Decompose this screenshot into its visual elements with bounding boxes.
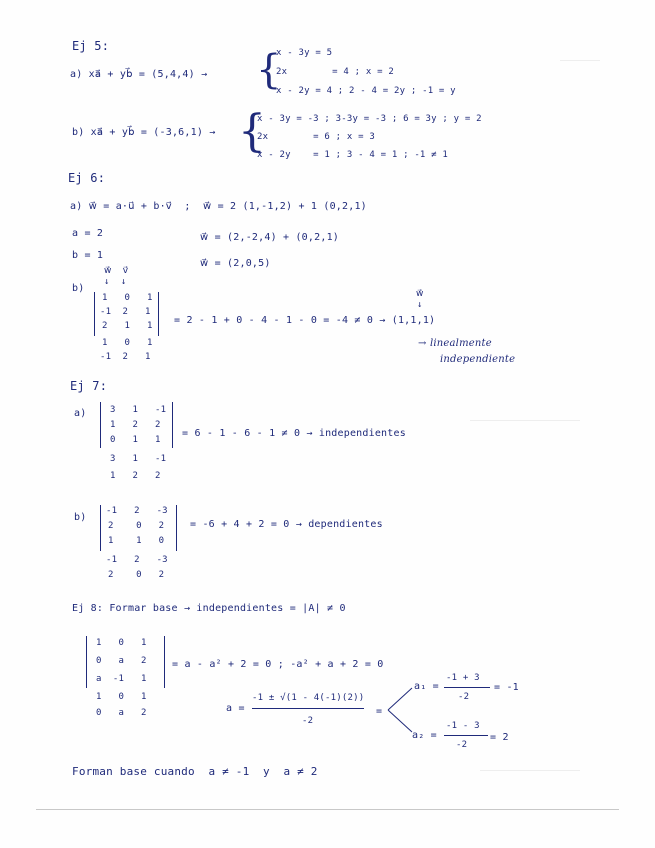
ej6-title: Ej 6: [68, 171, 106, 185]
ej8-quad-fraction-bar [252, 708, 364, 709]
ej8-det-ext1: 1 0 1 [96, 692, 147, 702]
ej6-det-ext2: -1 2 1 [100, 352, 151, 362]
ej5-title: Ej 5: [72, 39, 110, 53]
ej7-a-bar-right [172, 402, 173, 448]
ej5-a-brace: { [256, 47, 282, 93]
ej6-w-label: w⃗ [416, 289, 424, 299]
ej7-b-row2: 2 0 2 [108, 521, 165, 531]
ej5-a-eq3: x - 2y = 4 ; 2 - 4 = 2y ; -1 = y [276, 86, 456, 96]
ej7-b-bar-left [100, 505, 101, 551]
ej8-a1-fraction-bar [444, 687, 490, 688]
ej7-a-bar-left [100, 402, 101, 448]
ej8-a1-label: a₁ = [414, 681, 439, 692]
ej5-b-left: b) xa⃗ + yb⃗ = (-3,6,1) → [72, 127, 216, 138]
ej7-b-ext2: 2 0 2 [108, 570, 165, 580]
ej5-b-eq2: 2x = 6 ; x = 3 [257, 132, 375, 142]
ej8-a1-value: = -1 [494, 682, 519, 693]
ej8-a1-denominator: -2 [458, 692, 470, 702]
ej6-b-value: b = 1 [72, 250, 104, 261]
ej8-eq-sign: = [376, 706, 383, 717]
ej6-vector-arrows: ↓ ↓ [104, 277, 127, 287]
ej8-a2-numerator: -1 - 3 [446, 721, 480, 731]
ej8-det-row2: 0 a 2 [96, 656, 147, 666]
ej7-b-row3: 1 1 0 [108, 536, 165, 546]
ej6-calc1: w⃗ = (2,-2,4) + (0,2,1) [200, 232, 340, 243]
ej8-quad-denominator: -2 [302, 716, 314, 726]
ej6-w-arrow: ↓ [417, 300, 423, 310]
ej6-det-bar-right [158, 292, 159, 336]
ej5-a-eq1: x - 3y = 5 [276, 48, 333, 58]
ej5-b-eq1: x - 3y = -3 ; 3-3y = -3 ; 6 = 3y ; y = 2 [257, 114, 482, 124]
ej7-a-ext1: 3 1 -1 [110, 454, 167, 464]
ej6-note-line2: independiente [440, 354, 516, 365]
ej8-a2-denominator: -2 [456, 740, 468, 750]
ej6-vector-heads: w⃗ v⃗ [104, 266, 129, 276]
ej6-a-line: a) w⃗ = a·u⃗ + b·v⃗ ; w⃗ = 2 (1,-1,2) + 1 (0,2,1) [70, 201, 367, 212]
ej7-title: Ej 7: [70, 379, 108, 393]
ej8-branch-lines [386, 684, 416, 736]
ej8-a1-numerator: -1 + 3 [446, 673, 480, 683]
ej8-equation: = a - a² + 2 = 0 ; -a² + a + 2 = 0 [172, 659, 384, 670]
ej5-b-eq3: x - 2y = 1 ; 3 - 4 = 1 ; -1 ≠ 1 [257, 150, 449, 160]
ej7-a-ext2: 1 2 2 [110, 471, 161, 481]
ej7-a-row3: 0 1 1 [110, 435, 161, 445]
ej6-note-line1: → linealmente [418, 338, 492, 349]
ej7-a-row1: 3 1 -1 [110, 405, 167, 415]
ej7-b-row1: -1 2 -3 [106, 506, 168, 516]
ej7-a-row2: 1 2 2 [110, 420, 161, 430]
ej6-det-ext1: 1 0 1 [102, 338, 153, 348]
ej8-quad-numerator: -1 ± √(1 - 4(-1)(2)) [252, 693, 365, 703]
ej6-det-row1: 1 0 1 [102, 293, 153, 303]
ej8-det-ext2: 0 a 2 [96, 708, 147, 718]
ej6-calc2: w⃗ = (2,0,5) [200, 258, 271, 269]
ej6-det-bar-left [94, 292, 95, 336]
ej7-b-bar-right [176, 505, 177, 551]
bleed-through-mark [560, 60, 600, 61]
ej6-det-row3: 2 1 1 [102, 321, 153, 331]
ej8-det-row1: 1 0 1 [96, 638, 147, 648]
ej5-b-brace: { [238, 106, 266, 157]
ej6-a-value: a = 2 [72, 228, 104, 239]
ej8-a2-value: = 2 [490, 732, 509, 743]
ej6-b-label: b) [72, 283, 85, 294]
ej5-a-eq2: 2x = 4 ; x = 2 [276, 67, 394, 77]
ej7-b-ext1: -1 2 -3 [106, 555, 168, 565]
ej8-det-bar-left [86, 636, 87, 688]
ej8-det-row3: a -1 1 [96, 674, 147, 684]
ej8-a2-label: a₂ = [412, 730, 437, 741]
bleed-through-mark [470, 420, 580, 421]
bleed-through-mark [480, 770, 580, 771]
ej8-title: Ej 8: Formar base → independientes = |A| ≠ 0 [72, 603, 346, 614]
ej8-conclusion: Forman base cuando a ≠ -1 y a ≠ 2 [72, 765, 318, 778]
ej7-b-label: b) [74, 512, 87, 523]
ej6-det-row2: -1 2 1 [100, 307, 151, 317]
ej8-det-bar-right [164, 636, 165, 688]
page-bottom-edge [36, 809, 619, 810]
ej5-a-left: a) xa⃗ + yb⃗ = (5,4,4) → [70, 69, 208, 80]
ej7-a-label: a) [74, 408, 87, 419]
ej7-b-result: = -6 + 4 + 2 = 0 → dependientes [190, 519, 383, 530]
ej7-a-result: = 6 - 1 - 6 - 1 ≠ 0 → independientes [182, 428, 406, 439]
ej8-a2-fraction-bar [444, 735, 488, 736]
ej6-b-result: = 2 - 1 + 0 - 4 - 1 - 0 = -4 ≠ 0 → (1,1,1) [174, 315, 436, 326]
ej8-quad-prefix: a = [226, 703, 245, 714]
